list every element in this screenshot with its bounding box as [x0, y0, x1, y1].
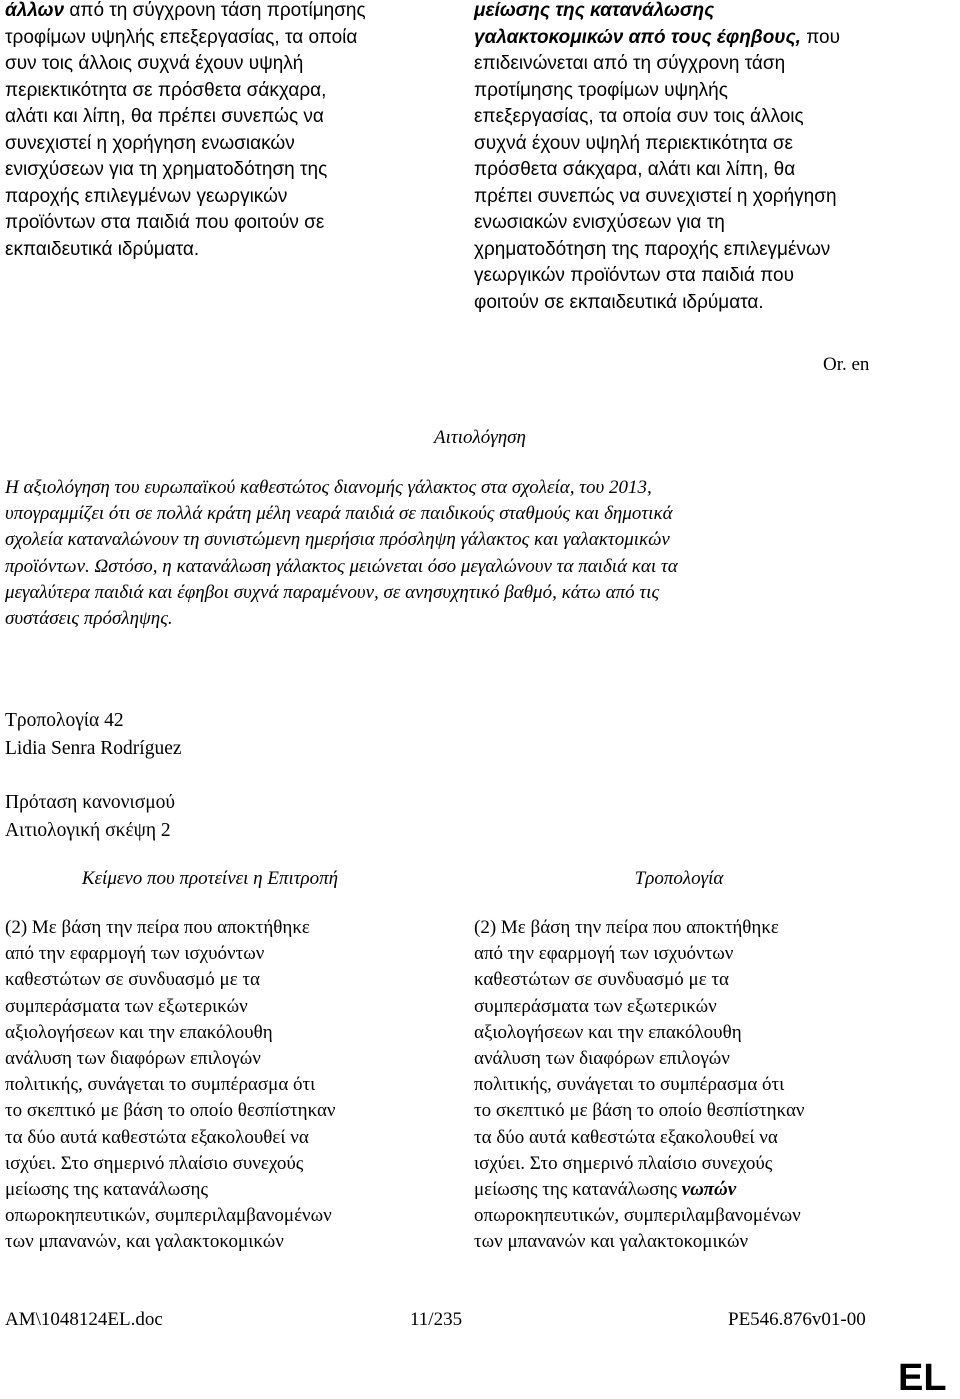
top-right-line: χρηματοδότηση της παροχής επιλεγμένων [474, 238, 831, 260]
commission-line: το σκεπτικό με βάση το οποίο θεσπίστηκαν [5, 1100, 336, 1122]
column-header-amendment: Τροπολογία [634, 868, 724, 889]
amendment-inserted-word: νωπών [681, 1179, 737, 1201]
top-right-line: ενωσιακών ενισχύσεων για τη [474, 212, 725, 233]
commission-text [5, 915, 425, 1256]
column-header-commission: Κείμενο που προτείνει η Επιτροπή [81, 868, 339, 889]
amendment-heading [5, 707, 505, 762]
justification-text [5, 475, 905, 632]
footer-pe-ref: PE546.876v01-00 [728, 1309, 866, 1330]
amendment-number-line [5, 707, 505, 735]
original-language: Or. en [823, 354, 870, 375]
justification-line: προϊόντων. Ωστόσο, η κατανάλωση γάλακτος μειώνεται όσο μεγαλώνουν τα παιδιά και τα [5, 555, 678, 577]
justification-line: Η αξιολόγηση του ευρωπαϊκού καθεστώτος διανομής γάλακτος στα σχολεία, του 2013, [5, 477, 652, 498]
amendment-line: οπωροκηπευτικών, συμπεριλαμβανομένων [474, 1205, 801, 1227]
language-code: EL [898, 1357, 947, 1399]
amendment-line: το σκεπτικό με βάση το οποίο θεσπίστηκαν [474, 1100, 805, 1122]
top-left-text [5, 0, 425, 263]
top-right-line: πρόσθετα σάκχαρα, αλάτι και λίπη, θα [474, 159, 796, 180]
amendment-line: ισχύει. Στο σημερινό πλαίσιο συνεχούς [474, 1152, 773, 1174]
amendment-number: 42 [104, 710, 124, 731]
amendment-line: καθεστώτων σε συνδυασμό με τα [474, 969, 730, 991]
amendment-line: από την εφαρμογή των ισχυόντων [474, 943, 734, 965]
top-right-line: συχνά έχουν υψηλή περιεκτικότητα σε [474, 132, 794, 154]
top-left-line: εκπαιδευτικά ιδρύματα. [5, 238, 200, 260]
commission-line: αξιολογήσεων και την επακόλουθη [5, 1021, 273, 1043]
top-right-lead-rest: που [800, 26, 841, 48]
top-left-line: περιεκτικότητα σε πρόσθετα σάκχαρα, [5, 79, 327, 101]
top-right-line: φοιτούν σε εκπαιδευτικά ιδρύματα. [474, 291, 764, 313]
amendment-author: Lidia Senra Rodríguez [5, 737, 182, 759]
amendment-line: ανάλυση των διαφόρων επιλογών [474, 1048, 730, 1070]
commission-line: ισχύει. Στο σημερινό πλαίσιο συνεχούς [5, 1152, 304, 1174]
justification-line: συστάσεις πρόσληψης. [5, 608, 173, 630]
top-right-line: γεωργικών προϊόντων στα παιδιά που [474, 265, 794, 286]
commission-line: από την εφαρμογή των ισχυόντων [5, 943, 265, 965]
top-left-line: τροφίμων υψηλής επεξεργασίας, τα οποία [5, 26, 358, 48]
amendment-line-11 [474, 1177, 904, 1203]
commission-line: ανάλυση των διαφόρων επιλογών [5, 1048, 261, 1070]
top-left-line: προϊόντων στα παιδιά που φοιτούν σε [5, 212, 325, 233]
top-right-line: επιδεινώνεται από τη σύγχρονη τάση [474, 53, 786, 74]
commission-line: (2) Με βάση την πείρα που αποκτήθηκε [5, 917, 310, 938]
top-right-lead-line-2 [474, 25, 904, 52]
commission-line: οπωροκηπευτικών, συμπεριλαμβανομένων [5, 1205, 332, 1227]
amendment-line: (2) Με βάση την πείρα που αποκτήθηκε [474, 917, 779, 938]
top-left-line: συνεχιστεί η χορήγηση ενωσιακών [5, 132, 295, 154]
footer-doc-ref: AM\1048124EL.doc [5, 1309, 163, 1330]
top-right-lead-line-1: μείωσης της κατανάλωσης [474, 0, 715, 21]
proposal-title: Πρόταση κανονισμού [5, 792, 176, 813]
amendment-text [474, 915, 904, 1256]
amendment-line: αξιολογήσεων και την επακόλουθη [474, 1021, 742, 1043]
top-right-text [474, 0, 904, 316]
top-right-line: επεξεργασίας, τα οποία συν τοις άλλοις [474, 106, 804, 127]
commission-line: καθεστώτων σε συνδυασμό με τα [5, 969, 261, 991]
amendment-line: τα δύο αυτά καθεστώτα εξακολουθεί να [474, 1126, 778, 1148]
footer-page-number: 11/235 [410, 1309, 463, 1330]
commission-line: τα δύο αυτά καθεστώτα εξακολουθεί να [5, 1126, 309, 1148]
amendment-label: Τροπολογία [5, 710, 100, 731]
top-left-line: συν τοις άλλοις συχνά έχουν υψηλή [5, 53, 304, 74]
top-left-line: παροχής επιλεγμένων γεωργικών [5, 185, 288, 207]
justification-line: μεγαλύτερα παιδιά και έφηβοι συχνά παραμένουν, σε ανησυχητικό βαθμό, κάτω από τις [5, 581, 660, 603]
commission-line: των μπανανών, και γαλακτοκομικών [5, 1231, 284, 1253]
proposal-heading [5, 789, 505, 844]
top-left-line-1-rest: από τη σύγχρονη τάση προτίμησης [64, 0, 366, 21]
amendment-line: πολιτικής, συνάγεται το συμπέρασμα ότι [474, 1074, 785, 1096]
top-right-lead-bold: γαλακτοκομικών από τους έφηβους, [474, 26, 801, 48]
top-left-line: ενισχύσεων για τη χρηματοδότηση της [5, 159, 328, 180]
justification-line: σχολεία καταναλώνουν τη συνιστώμενη ημερήσια πρόσληψη γάλακτος και γαλακτομικών [5, 529, 670, 551]
proposal-recital: Αιτιολογική σκέψη 2 [5, 819, 171, 841]
commission-line: μείωσης της κατανάλωσης [5, 1179, 208, 1201]
top-right-line: προτίμησης τροφίμων υψηλής [474, 79, 728, 101]
amendment-line: των μπανανών και γαλακτοκομικών [474, 1231, 749, 1253]
amendment-line: συμπεράσματα των εξωτερικών [474, 995, 717, 1017]
top-right-line: πρέπει συνεπώς να συνεχιστεί η χορήγηση [474, 185, 837, 207]
commission-line: συμπεράσματα των εξωτερικών [5, 995, 248, 1017]
amendment-line-11-pre: μείωσης της κατανάλωσης [474, 1179, 682, 1201]
top-left-lead-bold: άλλων [5, 0, 65, 21]
top-left-line-1 [5, 0, 425, 25]
justification-line: υπογραμμίζει ότι σε πολλά κράτη μέλη νεαρά παιδιά σε παιδικούς σταθμούς και δημοτικά [5, 503, 673, 525]
justification-title: Αιτιολόγηση [434, 427, 526, 448]
commission-line: πολιτικής, συνάγεται το συμπέρασμα ότι [5, 1074, 316, 1096]
top-left-line: αλάτι και λίπη, θα πρέπει συνεπώς να [5, 106, 324, 127]
